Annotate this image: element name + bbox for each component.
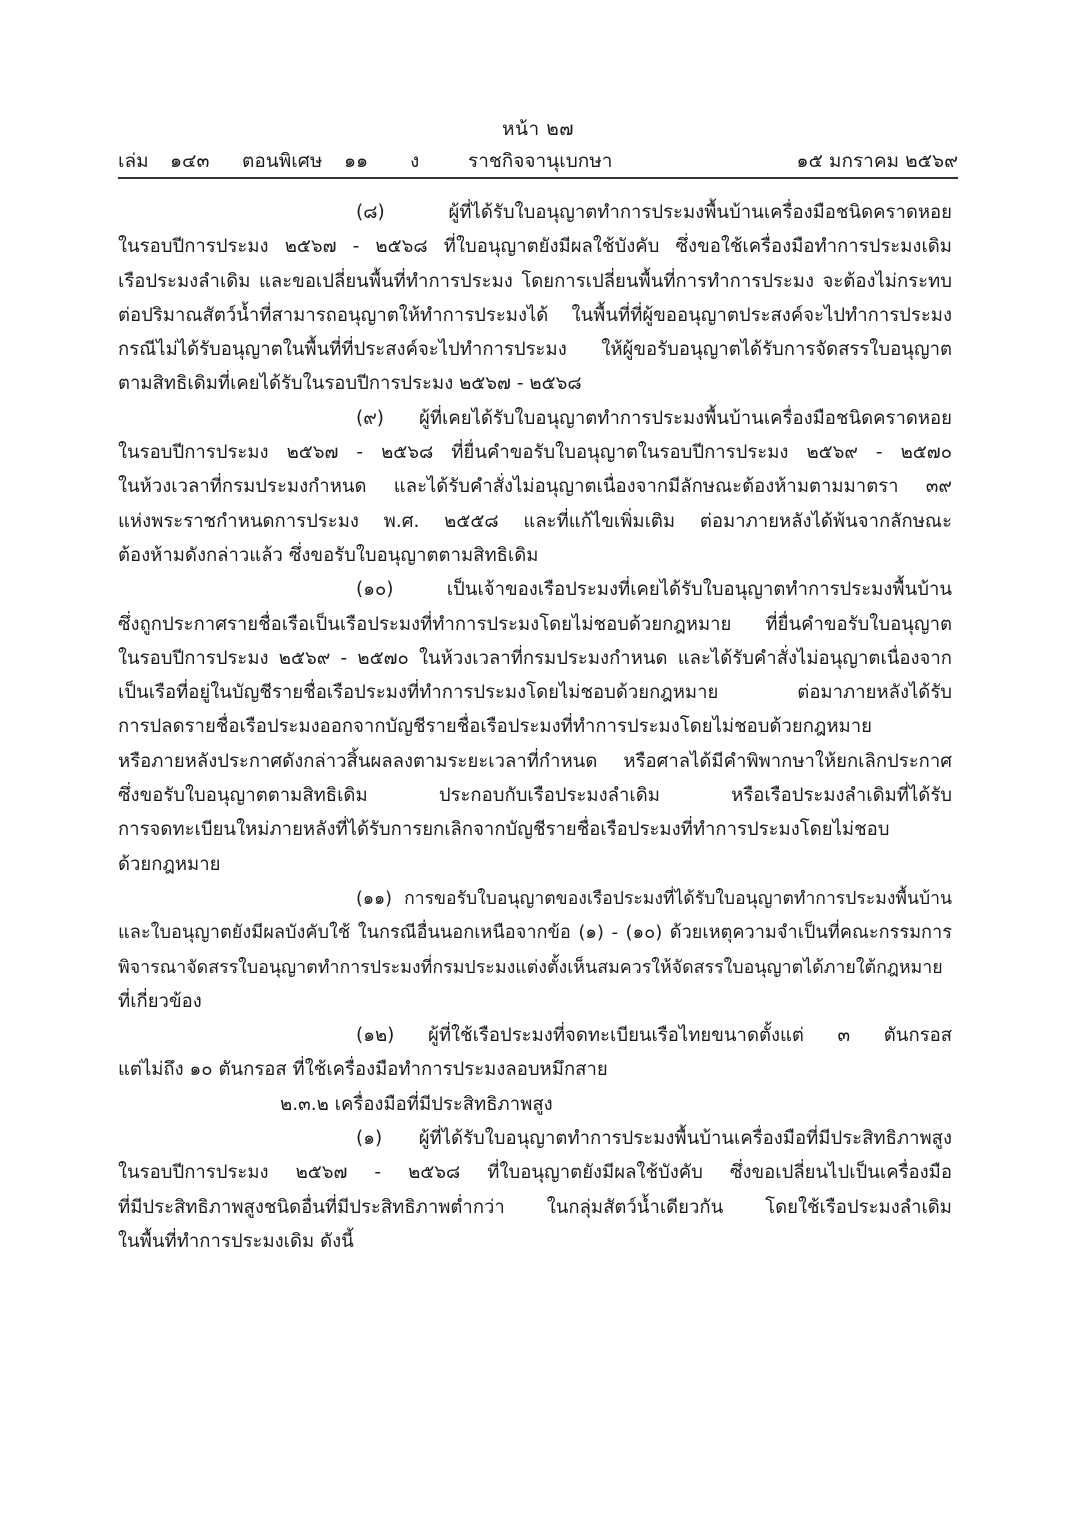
page-number: หน้า ๒๗ xyxy=(501,118,575,140)
paragraph-12-line: (๑๒) ผู้ที่ใช้เรือประมงที่จดทะเบียนเรือไทยขนาดตั้งแต่ ๓ ตันกรอส xyxy=(356,1025,952,1047)
part-number: ๑๑ xyxy=(344,150,369,172)
paragraph-1-line: (๑) ผู้ที่ได้รับใบอนุญาตทำการประมงพื้นบ้านเครื่องมือที่มีประสิทธิภาพสูง xyxy=(356,1128,952,1150)
paragraph-11-line: ที่เกี่ยวข้อง xyxy=(118,990,202,1012)
paragraph-8-line: ต่อปริมาณสัตว์น้ำที่สามารถอนุญาตให้ทำการประมงได้ ในพื้นที่ที่ผู้ขออนุญาตประสงค์จะไปทำการประมง xyxy=(118,304,952,326)
paragraph-9-line: ในรอบปีการประมง ๒๕๖๗ - ๒๕๖๘ ที่ยื่นคำขอรับใบอนุญาตในรอบปีการประมง ๒๕๖๙ - ๒๕๗๐ xyxy=(118,442,952,464)
paragraph-10-line: (๑๐) เป็นเจ้าของเรือประมงที่เคยได้รับใบอนุญาตทำการประมงพื้นบ้าน xyxy=(356,579,952,601)
issue-date: ๑๕ มกราคม ๒๕๖๙ xyxy=(796,150,958,172)
paragraph-1-line: ที่มีประสิทธิภาพสูงชนิดอื่นที่มีประสิทธิภาพต่ำกว่า ในกลุ่มสัตว์น้ำเดียวกัน โดยใช้เรือประมงลำเดิม xyxy=(118,1196,952,1218)
paragraph-8-line: กรณีไม่ได้รับอนุญาตในพื้นที่ที่ประสงค์จะไปทำการประมง ให้ผู้ขอรับอนุญาตได้รับการจัดสรรใบอนุญาต xyxy=(118,339,952,361)
paragraph-9-line: ในห้วงเวลาที่กรมประมงกำหนด และได้รับคำสั่งไม่อนุญาตเนื่องจากมีลักษณะต้องห้ามตามมาตรา ๓๙ xyxy=(118,476,952,498)
paragraph-8-line: เรือประมงลำเดิม และขอเปลี่ยนพื้นที่ทำการประมง โดยการเปลี่ยนพื้นที่การทำการประมง จะต้องไม่กระทบ xyxy=(118,270,952,292)
paragraph-10-line: ในรอบปีการประมง ๒๕๖๙ - ๒๕๗๐ ในห้วงเวลาที่กรมประมงกำหนด และได้รับคำสั่งไม่อนุญาตเนื่องจาก xyxy=(118,647,952,669)
paragraph-1-line: ในพื้นที่ทำการประมงเดิม ดังนี้ xyxy=(118,1230,354,1252)
header-divider xyxy=(118,177,958,179)
paragraph-11-line: และใบอนุญาตยังมีผลบังคับใช้ ในกรณีอื่นนอกเหนือจากข้อ (๑) - (๑๐) ด้วยเหตุความจำเป็นที่คณะกรรมการ xyxy=(118,922,952,944)
paragraph-12-line: แต่ไม่ถึง ๑๐ ตันกรอส ที่ใช้เครื่องมือทำการประมงลอบหมึกสาย xyxy=(118,1059,608,1081)
part-label: ตอนพิเศษ xyxy=(242,150,323,172)
section-heading-2-3-2: ๒.๓.๒ เครื่องมือที่มีประสิทธิภาพสูง xyxy=(280,1093,553,1115)
paragraph-10-line: ด้วยกฎหมาย xyxy=(118,853,221,875)
paragraph-10-line: หรือภายหลังประกาศดังกล่าวสิ้นผลลงตามระยะเวลาที่กำหนด หรือศาลได้มีคำพิพากษาให้ยกเลิกประกาศ xyxy=(118,750,952,772)
volume-number: ๑๔๓ xyxy=(170,150,210,172)
volume-label: เล่ม xyxy=(118,150,149,172)
paragraph-11-line: (๑๑) การขอรับใบอนุญาตของเรือประมงที่ได้รับใบอนุญาตทำการประมงพื้นบ้าน xyxy=(356,888,952,909)
paragraph-9-line: แห่งพระราชกำหนดการประมง พ.ศ. ๒๕๕๘ และที่แก้ไขเพิ่มเติม ต่อมาภายหลังได้พ้นจากลักษณะ xyxy=(118,510,952,532)
paragraph-1-line: ในรอบปีการประมง ๒๕๖๗ - ๒๕๖๘ ที่ใบอนุญาตยังมีผลใช้บังคับ ซึ่งขอเปลี่ยนไปเป็นเครื่องมือ xyxy=(118,1162,952,1184)
paragraph-10-line: การปลดรายชื่อเรือประมงออกจากบัญชีรายชื่อเรือประมงที่ทำการประมงโดยไม่ชอบด้วยกฎหมาย xyxy=(118,716,872,738)
paragraph-8-line: ตามสิทธิเดิมที่เคยได้รับในรอบปีการประมง ๒๕๖๗ - ๒๕๖๘ xyxy=(118,373,582,395)
paragraph-8-line: ในรอบปีการประมง ๒๕๖๗ - ๒๕๖๘ ที่ใบอนุญาตยังมีผลใช้บังคับ ซึ่งขอใช้เครื่องมือทำการประมงเดิม xyxy=(118,236,952,258)
gazette-header xyxy=(118,146,958,176)
paragraph-11-line: พิจารณาจัดสรรใบอนุญาตทำการประมงที่กรมประมงแต่งตั้งเห็นสมควรให้จัดสรรใบอนุญาตได้ภายใต้กฎหมาย xyxy=(118,956,943,978)
paragraph-8-line: (๘) ผู้ที่ได้รับใบอนุญาตทำการประมงพื้นบ้านเครื่องมือชนิดคราดหอย xyxy=(356,202,952,223)
paragraph-10-line: ซึ่งถูกประกาศรายชื่อเรือเป็นเรือประมงที่ทำการประมงโดยไม่ชอบด้วยกฎหมาย ที่ยื่นคำขอรับใบอนุญาต xyxy=(118,613,952,635)
paragraph-10-line: ซึ่งขอรับใบอนุญาตตามสิทธิเดิม ประกอบกับเรือประมงลำเดิม หรือเรือประมงลำเดิมที่ได้รับ xyxy=(118,785,952,807)
paragraph-9-line: (๙) ผู้ที่เคยได้รับใบอนุญาตทำการประมงพื้นบ้านเครื่องมือชนิดคราดหอย xyxy=(356,407,952,429)
paragraph-10-line: การจดทะเบียนใหม่ภายหลังที่ได้รับการยกเลิกจากบัญชีรายชื่อเรือประมงที่ทำการประมงโดยไม่ชอบ xyxy=(118,819,890,841)
gazette-name: ราชกิจจานุเบกษา xyxy=(468,150,613,172)
paragraph-10-line: เป็นเรือที่อยู่ในบัญชีรายชื่อเรือประมงที่ทำการประมงโดยไม่ชอบด้วยกฎหมาย ต่อมาภายหลังได้รับ xyxy=(118,682,952,704)
document-body xyxy=(118,196,952,1259)
part-section: ง xyxy=(410,150,420,172)
paragraph-9-line: ต้องห้ามดังกล่าวแล้ว ซึ่งขอรับใบอนุญาตตามสิทธิเดิม xyxy=(118,544,539,566)
